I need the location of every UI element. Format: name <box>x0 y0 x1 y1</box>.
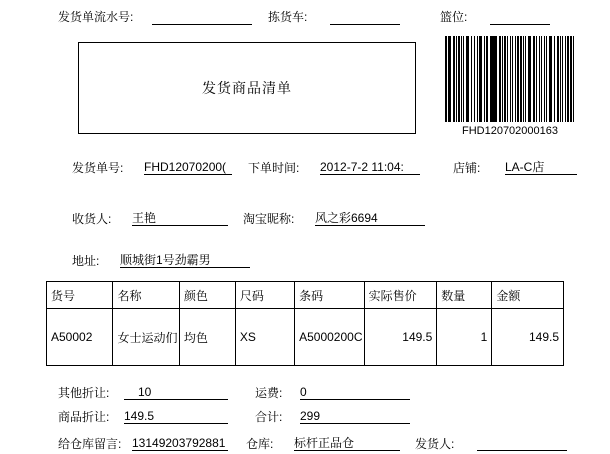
freight-field <box>300 385 410 400</box>
receiver-value: 王艳 <box>132 211 157 225</box>
other-discount-label: 其他折让: <box>58 386 110 400</box>
warehouse-note-field <box>132 436 228 451</box>
taobao-nick-label: 淘宝昵称: <box>243 212 295 226</box>
total-label: 合计: <box>255 410 283 424</box>
shipper-field <box>477 436 567 451</box>
cell-amount: 149.5 <box>492 309 564 366</box>
serial-number-value <box>152 10 252 24</box>
warehouse-value: 标杆正品仓 <box>294 436 355 450</box>
shop-field <box>505 160 577 175</box>
goods-discount-value: 149.5 <box>124 409 155 423</box>
serial-number-label: 发货单流水号: <box>58 10 134 24</box>
total-value: 299 <box>300 409 321 423</box>
cell-barcode: A5000200C <box>295 309 365 366</box>
address-field <box>120 253 250 268</box>
cell-code: A50002 <box>47 309 113 366</box>
cell-name: 女士运动们 <box>113 309 179 366</box>
basket-field <box>490 10 550 25</box>
cell-price: 149.5 <box>364 309 437 366</box>
column-header-code: 货号 <box>47 282 113 309</box>
order-no-label: 发货单号: <box>72 161 124 175</box>
goods-discount-field <box>124 409 228 424</box>
freight-value: 0 <box>300 385 307 399</box>
warehouse-label: 仓库: <box>246 437 274 451</box>
receiver-label: 收货人: <box>72 212 112 226</box>
column-header-size: 尺码 <box>235 282 294 309</box>
address-value: 顺城街1号劲霸男 <box>120 253 211 267</box>
order-no-field <box>144 160 232 175</box>
taobao-nick-field <box>315 211 425 226</box>
basket-label: 篮位: <box>440 10 468 24</box>
column-header-price: 实际售价 <box>364 282 437 309</box>
barcode-block <box>445 36 575 137</box>
freight-label: 运费: <box>255 386 283 400</box>
table-header-row <box>47 282 564 309</box>
picking-car-value <box>330 10 400 24</box>
address-label: 地址: <box>72 254 100 268</box>
serial-number-field <box>152 10 252 25</box>
column-header-barcode: 条码 <box>295 282 365 309</box>
other-discount-value: 10 <box>138 385 152 399</box>
order-time-field <box>320 160 420 175</box>
column-header-name: 名称 <box>113 282 179 309</box>
picking-car-field <box>330 10 400 25</box>
warehouse-note-value: 13149203792881 <box>132 436 226 450</box>
shop-label: 店铺: <box>453 161 481 175</box>
order-time-value: 2012-7-2 11:04: <box>320 160 404 174</box>
barcode-image <box>445 36 575 122</box>
shop-value: LA-C店 <box>505 160 545 174</box>
basket-value <box>490 10 550 24</box>
cell-qty: 1 <box>437 309 492 366</box>
shipper-label: 发货人: <box>415 437 455 451</box>
column-header-amount: 金额 <box>492 282 564 309</box>
cell-color: 均色 <box>179 309 235 366</box>
table-row <box>47 309 564 366</box>
barcode-number: FHD120702000163 <box>461 125 559 137</box>
taobao-nick-value: 风之彩6694 <box>315 211 378 225</box>
page-title: 发货商品清单 <box>202 80 292 96</box>
other-discount-field <box>124 385 228 400</box>
document-title-box <box>78 42 416 134</box>
column-header-color: 颜色 <box>179 282 235 309</box>
warehouse-field <box>294 436 400 451</box>
receiver-field <box>132 211 228 226</box>
total-field <box>300 409 410 424</box>
goods-discount-label: 商品折让: <box>58 410 110 424</box>
shipper-value <box>477 436 567 450</box>
items-table <box>46 281 564 366</box>
order-no-value: FHD12070200( <box>144 160 227 174</box>
warehouse-note-label: 给仓库留言: <box>58 437 122 451</box>
column-header-qty: 数量 <box>437 282 492 309</box>
picking-car-label: 拣货车: <box>268 10 308 24</box>
cell-size: XS <box>235 309 294 366</box>
order-time-label: 下单时间: <box>248 161 300 175</box>
